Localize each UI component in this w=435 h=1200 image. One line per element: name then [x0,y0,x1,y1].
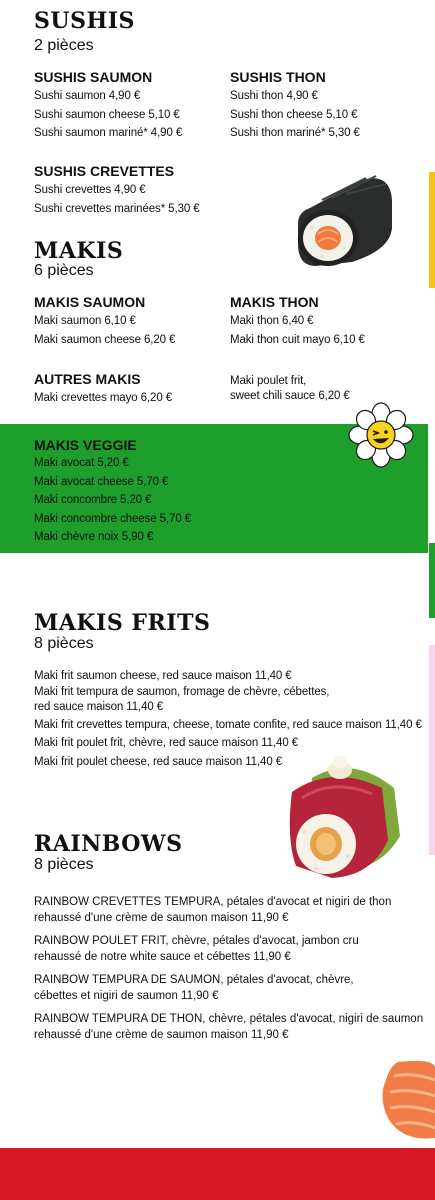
sushis-saumon-block [34,69,182,143]
menu-item: sweet chili sauce 6,20 € [230,390,350,402]
list-item [34,1011,424,1043]
sushis-thon-block [230,69,360,143]
menu-item: Maki chèvre noix 5,90 € [34,531,154,543]
menu-item: Sushi thon cheese 5,10 € [230,108,358,121]
sushis-saumon-title: SUSHIS SAUMON [34,69,153,85]
menu-item: Maki concombre cheese 5,70 € [34,512,192,525]
menu-item: Sushi saumon 4,90 € [34,90,141,102]
menu-item: Maki thon 6,40 € [230,315,314,327]
menu-item: Maki saumon cheese 6,20 € [34,333,176,346]
menu-item: Maki avocat 5,20 € [34,457,129,469]
list-item [34,933,424,965]
menu-item: Maki frit poulet frit, chèvre, red sauce maison 11,40 € [34,737,299,749]
rainbow-desc: cébettes et nigiri de saumon 11,90 € [34,990,219,1002]
menu-item: Sushi saumon mariné* 4,90 € [34,127,183,139]
rainbow-desc: rehaussé d'une crème de saumon maison 11,90 € [34,912,289,924]
rainbow-name: RAINBOW TEMPURA DE SAUMON [34,974,221,986]
rainbow-name: RAINBOW TEMPURA DE THON [34,1013,203,1025]
menu-item: Sushi thon 4,90 € [230,90,318,102]
menu-item: Sushi thon mariné* 5,30 € [230,127,360,139]
rainbow-desc: , pétales d'avocat et nigiri de thon [220,896,392,908]
menu-item: Maki frit poulet cheese, red sauce maison 11,40 € [34,755,283,768]
pink-side-tab [429,645,435,855]
footer-red-band [0,1148,435,1200]
rainbow-roll-image [282,748,404,882]
menu-item: Sushi crevettes marinées* 5,30 € [34,202,200,215]
autres-makis-title: AUTRES MAKIS [34,371,141,387]
makis-veggie-title: MAKIS VEGGIE [34,437,137,453]
rainbow-desc: rehaussé de notre white sauce et cébettes 11,90 € [34,951,291,963]
menu-item: Maki concombre 5,20 € [34,494,152,506]
menu-item: red sauce maison 11,40 € [34,700,164,713]
yellow-side-tab [429,172,435,288]
green-side-tab [429,543,435,618]
list-item [34,972,424,1004]
sushis-crevettes-title: SUSHIS CREVETTES [34,163,175,179]
rainbows-pieces: 8 pièces [34,856,94,873]
makis-saumon-block [34,294,175,349]
makis-thon-title: MAKIS THON [230,294,319,310]
rainbows-title: RAINBOWS [34,831,183,857]
makis-veggie-block [34,437,191,547]
menu-item: Maki saumon 6,10 € [34,315,136,327]
rainbow-desc: rehaussé d'une crème de saumon maison 11,90 € [34,1029,289,1041]
menu-item: Maki frit saumon cheese, red sauce maison 11,40 € [34,670,292,682]
rainbow-name: RAINBOW CREVETTES TEMPURA [34,896,221,908]
daisy-smiley-icon [348,402,414,468]
makis-pieces: 6 pièces [34,262,94,279]
makis-saumon-title: MAKIS SAUMON [34,294,146,310]
menu-item: Sushi crevettes 4,90 € [34,184,146,196]
salmon-maki-image [292,170,400,270]
list-item [34,894,424,926]
rainbow-desc: , chèvre, pétales d'avocat, nigiri de saumon [202,1013,424,1025]
makis-title: MAKIS [34,238,124,264]
makis-frits-pieces: 8 pièces [34,635,94,652]
makis-thon-block [230,294,365,349]
menu-item: Maki crevettes mayo 6,20 € [34,392,173,404]
sushis-thon-title: SUSHIS THON [230,69,326,85]
menu-item: Maki thon cuit mayo 6,10 € [230,333,365,346]
menu-item: Maki avocat cheese 5,70 € [34,475,169,488]
rainbows-list [34,894,424,1050]
rainbow-desc: , pétales d'avocat, chèvre, [220,974,354,986]
sushis-pieces: 2 pièces [34,37,94,54]
salmon-slice-image [378,1058,435,1142]
menu-item: Maki frit crevettes tempura, cheese, tomate confite, red sauce maison 11,40 € [34,718,422,731]
rainbow-desc: , chèvre, pétales d'avocat, jambon cru [165,935,359,947]
menu-item: Maki poulet frit, [230,375,307,387]
sushis-crevettes-block [34,163,200,218]
sushis-title: SUSHIS [34,8,135,34]
menu-item: Sushi saumon cheese 5,10 € [34,108,180,121]
maki-poulet-item [230,374,350,404]
menu-item: Maki frit tempura de saumon, fromage de chèvre, cébettes, [34,685,330,698]
autres-makis-block [34,371,172,408]
rainbow-name: RAINBOW POULET FRIT [34,935,166,947]
makis-frits-title: MAKIS FRITS [34,610,211,636]
